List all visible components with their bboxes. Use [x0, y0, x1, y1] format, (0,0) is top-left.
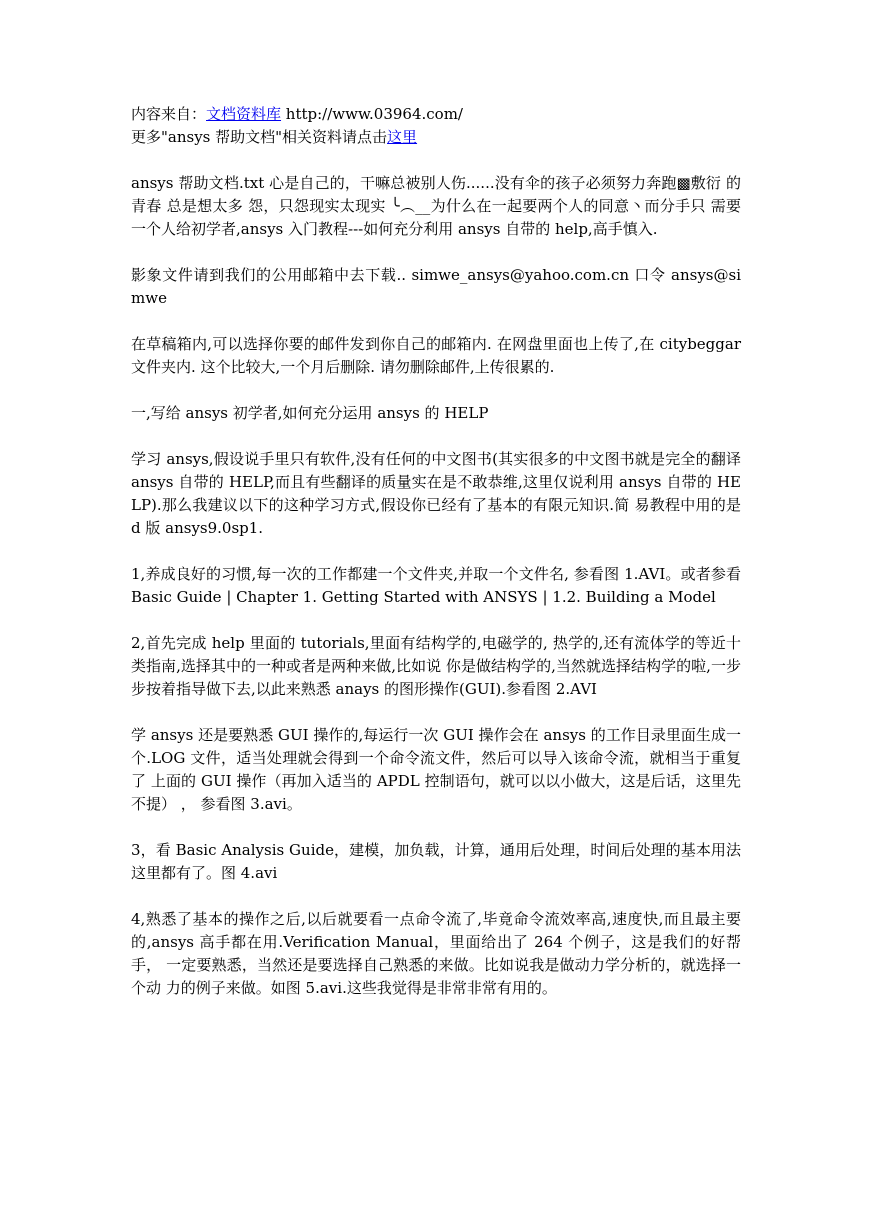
- paragraph-drafts: 在草稿箱内,可以选择你要的邮件发到你自己的邮箱内. 在网盘里面也上传了,在 citybeggar 文件夹内. 这个比较大,一个月后删除. 请勿删除邮件,上传很累的.: [131, 335, 741, 376]
- paragraph-step-4: 4,熟悉了基本的操作之后,以后就要看一点命令流了,毕竟命令流效率高,速度快,而且最主要 的,ansys 高手都在用.Verification Manual，里面给出了 264 个例子，这是我们的好帮手， 一定要熟悉，当然还是要选择自己熟悉的来做。比如说我是做动力学分析的，就选择一个动 力的例子来做。如图 5.avi.这些我觉得是非常非常有用的。: [131, 910, 741, 997]
- section-heading: 一,写给 ansys 初学者,如何充分运用 ansys 的 HELP: [131, 404, 489, 422]
- paragraph-download: 影象文件请到我们的公用邮箱中去下载.. simwe_ansys@yahoo.com.cn 口令 ansys@simwe: [131, 266, 741, 307]
- paragraph-gui: 学 ansys 还是要熟悉 GUI 操作的,每运行一次 GUI 操作会在 ansys 的工作目录里面生成一 个.LOG 文件，适当处理就会得到一个命令流文件，然后可以导入该命令流，就相当于重复了 上面的 GUI 操作（再加入适当的 APDL 控制语句，就可以以小做大，这是后话，这里先不提） ， 参看图 3.avi。: [131, 726, 741, 813]
- source-header: [131, 103, 741, 149]
- source-url: http://www.03964.com/: [281, 105, 463, 123]
- paragraph-intro: ansys 帮助文档.txt 心是自己的，干嘛总被别人伤......没有伞的孩子必须努力奔跑▩敷衍 的青春 总是想太多 怨，只怨现实太现实 ╰︵__为什么在一起要两个人的同意丶而分手只 需要一个人给初学者,ansys 入门教程---如何充分利用 ansys 自带的 help,高手慎入.: [131, 174, 741, 238]
- paragraph-step-1: 1,养成良好的习惯,每一次的工作都建一个文件夹,并取一个文件名, 参看图 1.AVI。或者参看 Basic Guide | Chapter 1. Getting Started with ANSYS | 1.2. Building a Model: [131, 565, 741, 606]
- source-prefix: 内容来自：: [131, 105, 207, 123]
- document-body: [131, 172, 741, 1000]
- document-page: [131, 103, 741, 1000]
- paragraph-learning: 学习 ansys,假设说手里只有软件,没有任何的中文图书(其实很多的中文图书就是完全的翻译 ansys 自带的 HELP,而且有些翻译的质量实在是不敢恭维,这里仅说利用 ansys 自带的 HELP).那么我建议以下的这种学习方式,假设你已经有了基本的有限元知识.简 易教程中用的是 d 版 ansys9.0sp1.: [131, 450, 741, 537]
- paragraph-step-3: 3，看 Basic Analysis Guide，建模，加负载，计算，通用后处理，时间后处理的基本用法 这里都有了。图 4.avi: [131, 841, 741, 882]
- paragraph-step-2: 2,首先完成 help 里面的 tutorials,里面有结构学的,电磁学的, 热学的,还有流体学的等近十类指南,选择其中的一种或者是两种来做,比如说 你是做结构学的,当然就选择结构学的啦,一步步按着指导做下去,以此来熟悉 anays 的图形操作(GUI).参看图 2.AVI: [131, 634, 741, 698]
- more-prefix: 更多"ansys 帮助文档"相关资料请点击: [131, 128, 388, 146]
- more-line: [131, 126, 741, 149]
- more-link[interactable]: 这里: [387, 128, 418, 146]
- source-line: [131, 103, 741, 126]
- source-link[interactable]: 文档资料库: [206, 105, 282, 123]
